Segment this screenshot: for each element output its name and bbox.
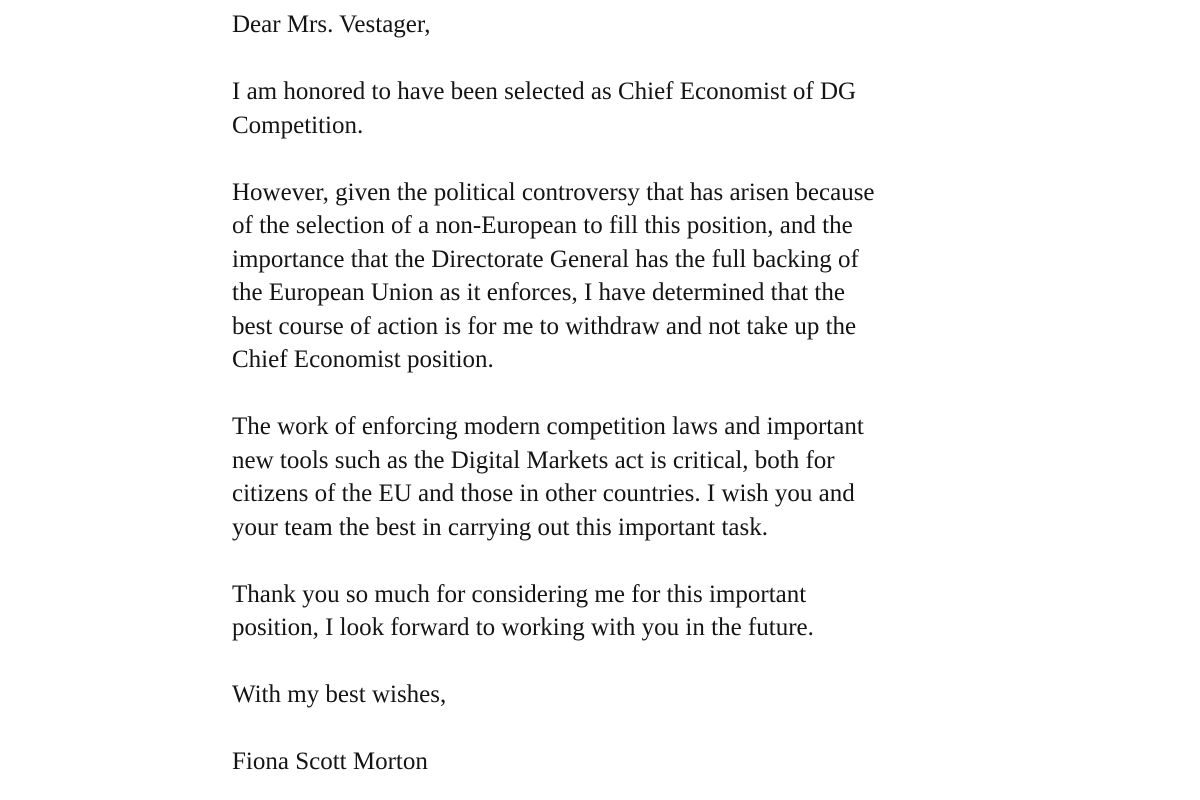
paragraph-line: position, I look forward to working with you in the future. (232, 614, 814, 641)
paragraph-line: citizens of the EU and those in other countries. I wish you and (232, 480, 855, 507)
paragraph-line: Chief Economist position. (232, 346, 494, 373)
paragraph-3 (232, 410, 992, 544)
paragraph-1 (232, 75, 992, 142)
paragraph-line: the European Union as it enforces, I have determined that the (232, 279, 845, 306)
paragraph-line: However, given the political controversy that has arisen because (232, 178, 875, 206)
signature (232, 745, 992, 779)
salutation (232, 8, 992, 42)
salutation-text: Dear Mrs. Vestager, (232, 11, 431, 38)
paragraph-2 (232, 176, 992, 377)
paragraph-line: I am honored to have been selected as Chief Economist of DG (232, 78, 857, 105)
paragraph-line: new tools such as the Digital Markets act is critical, both for (232, 446, 835, 474)
closing (232, 678, 992, 712)
paragraph-line: your team the best in carrying out this important task. (232, 513, 768, 541)
letter-body (232, 8, 992, 779)
signature-text: Fiona Scott Morton (232, 748, 428, 775)
paragraph-line: Competition. (232, 111, 364, 139)
paragraph-line: of the selection of a non-European to fill this position, and the (232, 212, 853, 239)
paragraph-line: best course of action is for me to withdraw and not take up the (232, 312, 857, 340)
paragraph-line: importance that the Directorate General has the full backing of (232, 245, 859, 273)
paragraph-4 (232, 578, 992, 645)
paragraph-line: The work of enforcing modern competition laws and important (232, 413, 864, 440)
closing-text: With my best wishes, (232, 681, 447, 708)
paragraph-line: Thank you so much for considering me for this important (232, 580, 807, 608)
